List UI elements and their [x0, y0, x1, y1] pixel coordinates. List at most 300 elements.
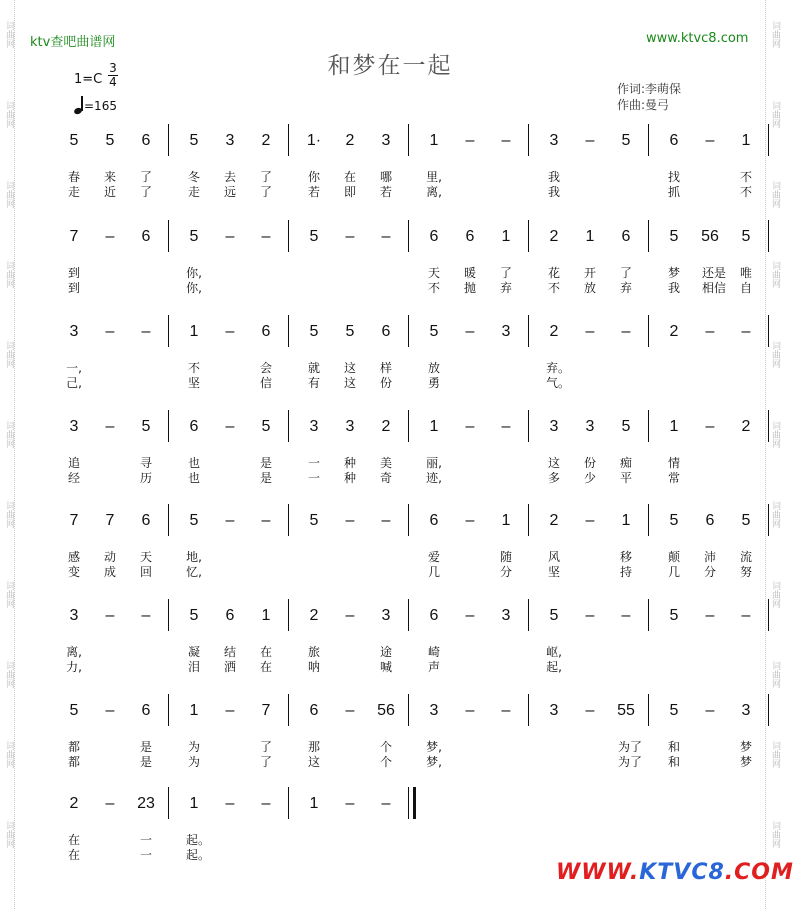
barline	[408, 410, 409, 442]
lyric-verse-2: 起。	[186, 848, 211, 862]
barline	[288, 599, 289, 631]
note: 5	[345, 323, 355, 340]
lyric-verse-1: 离,	[66, 645, 82, 659]
note: 1	[261, 607, 271, 624]
lyric-verse-1: 丽,	[426, 456, 442, 470]
note: –	[741, 323, 751, 340]
lyric-verse-2: 放	[583, 281, 596, 295]
barline	[408, 599, 409, 631]
time-signature: 3 4	[109, 61, 117, 89]
lyric-verse-2: 喊	[379, 660, 392, 674]
note: 5	[189, 228, 199, 245]
note: 5	[69, 132, 79, 149]
note: 1	[501, 512, 511, 529]
lyric-verse-2: 在	[67, 848, 80, 862]
lyric-verse-2: 信	[259, 376, 272, 390]
note: 5	[549, 607, 559, 624]
note: 2	[309, 607, 319, 624]
note: –	[741, 607, 751, 624]
lyric-verse-1: 我	[547, 170, 560, 184]
lyric-verse-2: 分	[703, 565, 716, 579]
barline	[168, 787, 169, 819]
note: 6	[429, 512, 439, 529]
lyric-verse-1: 天	[427, 266, 440, 280]
lyric-verse-2: 了	[139, 185, 152, 199]
side-watermark: 词曲网	[4, 500, 14, 528]
note: 2	[549, 512, 559, 529]
lyric-verse-2: 气。	[546, 376, 571, 390]
lyric-verse-2: 近	[103, 185, 116, 199]
note: 6	[621, 228, 631, 245]
lyric-verse-2: 泪	[187, 660, 200, 674]
barline	[288, 787, 289, 819]
note: –	[621, 323, 631, 340]
lyric-verse-1: 冬	[187, 170, 200, 184]
note: 1	[501, 228, 511, 245]
lyric-verse-2: 回	[139, 565, 152, 579]
note: 5	[261, 418, 271, 435]
lyric-verse-1: 了	[499, 266, 512, 280]
note: –	[105, 228, 115, 245]
lyric-verse-1: 来	[103, 170, 116, 184]
note: 7	[69, 228, 79, 245]
note: 6	[705, 512, 715, 529]
side-watermark: 词曲网	[4, 740, 14, 768]
note: 1	[429, 418, 439, 435]
note: 5	[429, 323, 439, 340]
lyric-verse-2: 梦,	[426, 755, 442, 769]
note: –	[501, 132, 511, 149]
lyric-verse-1: 梦	[667, 266, 680, 280]
lyric-verse-2: 抛	[463, 281, 476, 295]
lyric-verse-1: 你,	[186, 266, 202, 280]
lyric-verse-2: 你,	[186, 281, 202, 295]
barline	[288, 410, 289, 442]
note: 3	[549, 702, 559, 719]
lyric-verse-1: 找	[667, 170, 680, 184]
note: –	[381, 795, 391, 812]
note: –	[705, 702, 715, 719]
lyric-verse-2: 弃	[619, 281, 632, 295]
note: 1	[309, 795, 319, 812]
note: 3	[309, 418, 319, 435]
note: 5	[669, 607, 679, 624]
note: 1	[189, 795, 199, 812]
final-barline	[413, 787, 416, 819]
note: –	[225, 795, 235, 812]
lyric-verse-2: 份	[379, 376, 392, 390]
lyric-verse-2: 努	[739, 565, 752, 579]
lyric-verse-2: 走	[67, 185, 80, 199]
lyric-verse-1: 不	[187, 361, 200, 375]
side-watermark: 词曲网	[770, 180, 780, 208]
lyric-verse-2: 抓	[667, 185, 680, 199]
lyric-verse-1: 去	[223, 170, 236, 184]
note: 5	[189, 512, 199, 529]
barline	[528, 124, 529, 156]
lyric-verse-2: 勇	[427, 376, 440, 390]
lyric-verse-2: 到	[67, 281, 80, 295]
side-watermark: 词曲网	[4, 420, 14, 448]
barline	[408, 787, 409, 819]
lyric-verse-2: 种	[343, 471, 356, 485]
lyric-verse-2: 历	[139, 471, 152, 485]
note: –	[381, 512, 391, 529]
barline	[408, 504, 409, 536]
note: 6	[141, 228, 151, 245]
barline	[168, 124, 169, 156]
lyric-verse-1: 了	[259, 740, 272, 754]
note: –	[225, 228, 235, 245]
lyric-verse-2: 也	[187, 471, 200, 485]
note: –	[585, 702, 595, 719]
lyric-verse-1: 会	[259, 361, 272, 375]
note: 5	[741, 228, 751, 245]
note: 5	[141, 418, 151, 435]
side-watermark: 词曲网	[770, 100, 780, 128]
lyric-verse-2: 持	[619, 565, 632, 579]
lyric-verse-2: 若	[307, 185, 320, 199]
barline	[408, 694, 409, 726]
lyric-verse-1: 起。	[186, 833, 211, 847]
note: –	[585, 323, 595, 340]
barline	[528, 220, 529, 252]
lyric-verse-2: 都	[67, 755, 80, 769]
note: 5	[309, 228, 319, 245]
lyric-verse-1: 追	[67, 456, 80, 470]
lyric-verse-1: 这	[343, 361, 356, 375]
lyric-verse-1: 地,	[186, 550, 202, 564]
lyric-verse-1: 移	[619, 550, 632, 564]
lyric-verse-1: 凝	[187, 645, 200, 659]
side-watermark: 词曲网	[4, 820, 14, 848]
lyric-verse-2: 远	[223, 185, 236, 199]
barline	[648, 315, 649, 347]
lyric-verse-2: 和	[667, 755, 680, 769]
lyric-verse-1: 风	[547, 550, 560, 564]
lyric-verse-1: 动	[103, 550, 116, 564]
lyric-verse-1: 旅	[307, 645, 320, 659]
lyric-verse-2: 是	[139, 755, 152, 769]
note: 3	[225, 132, 235, 149]
lyric-verse-2: 经	[67, 471, 80, 485]
side-watermark: 词曲网	[4, 580, 14, 608]
side-watermark: 词曲网	[4, 660, 14, 688]
lyric-verse-2: 迹,	[426, 471, 442, 485]
barline	[648, 504, 649, 536]
lyric-verse-2: 为了	[618, 755, 643, 769]
note: 7	[69, 512, 79, 529]
barline	[648, 220, 649, 252]
barline	[168, 315, 169, 347]
lyric-verse-1: 在	[343, 170, 356, 184]
lyric-verse-2: 分	[499, 565, 512, 579]
note: 6	[381, 323, 391, 340]
lyric-verse-2: 走	[187, 185, 200, 199]
barline	[168, 694, 169, 726]
side-watermark: 词曲网	[770, 420, 780, 448]
lyric-verse-1: 崎	[427, 645, 440, 659]
side-watermark: 词曲网	[770, 820, 780, 848]
lyric-verse-1: 个	[379, 740, 392, 754]
note: 3	[429, 702, 439, 719]
barline	[648, 124, 649, 156]
note: 6	[669, 132, 679, 149]
lyric-verse-1: 不	[739, 170, 752, 184]
barline	[648, 694, 649, 726]
lyric-verse-1: 为	[187, 740, 200, 754]
note: 5	[621, 418, 631, 435]
note: –	[585, 512, 595, 529]
note: 2	[345, 132, 355, 149]
note: 2	[741, 418, 751, 435]
lyric-verse-2: 平	[619, 471, 632, 485]
note: 6	[141, 702, 151, 719]
lyric-verse-1: 在	[67, 833, 80, 847]
lyric-verse-1: 暖	[463, 266, 476, 280]
barline	[288, 315, 289, 347]
tempo-marking: =165	[74, 96, 117, 114]
note: –	[501, 418, 511, 435]
lyric-verse-2: 不	[427, 281, 440, 295]
note: –	[225, 702, 235, 719]
lyric-verse-1: 一	[139, 833, 152, 847]
lyric-verse-1: 颠	[667, 550, 680, 564]
side-watermark: 词曲网	[4, 260, 14, 288]
lyric-verse-2: 忆,	[186, 565, 202, 579]
note: 6	[141, 132, 151, 149]
barline	[528, 504, 529, 536]
lyricist-credit: 作词:李萌保	[617, 82, 682, 96]
side-watermark: 词曲网	[770, 580, 780, 608]
lyric-verse-2: 为	[187, 755, 200, 769]
note: 5	[669, 512, 679, 529]
note: –	[345, 607, 355, 624]
note: 6	[141, 512, 151, 529]
note: 1	[189, 323, 199, 340]
barline	[168, 504, 169, 536]
key-signature: 1=C	[74, 72, 103, 87]
lyric-verse-1: 结	[223, 645, 236, 659]
note: 3	[345, 418, 355, 435]
lyric-verse-2: 一	[307, 471, 320, 485]
note: –	[105, 418, 115, 435]
barline	[168, 599, 169, 631]
note: –	[225, 512, 235, 529]
lyric-verse-2: 成	[103, 565, 116, 579]
lyric-verse-2: 起,	[546, 660, 562, 674]
note: –	[105, 607, 115, 624]
side-watermark: 词曲网	[4, 20, 14, 48]
site-url-right[interactable]: www.ktvc8.com	[646, 31, 749, 46]
barline	[288, 124, 289, 156]
note: 1	[621, 512, 631, 529]
note: 3	[501, 323, 511, 340]
barline	[768, 220, 769, 252]
lyric-verse-1: 梦	[739, 740, 752, 754]
lyric-verse-1: 痴	[619, 456, 632, 470]
lyric-verse-2: 常	[667, 471, 680, 485]
lyric-verse-2: 己,	[66, 376, 82, 390]
note: 5	[189, 607, 199, 624]
note: –	[585, 607, 595, 624]
lyric-verse-1: 情	[667, 456, 680, 470]
note: 5	[669, 702, 679, 719]
note: 6	[309, 702, 319, 719]
lyric-verse-2: 梦	[739, 755, 752, 769]
note: 2	[549, 323, 559, 340]
lyric-verse-2: 自	[739, 281, 752, 295]
note: 55	[617, 702, 635, 719]
note: 1	[669, 418, 679, 435]
side-watermark: 词曲网	[4, 100, 14, 128]
lyric-verse-1: 了	[619, 266, 632, 280]
lyric-verse-2: 我	[547, 185, 560, 199]
note: 5	[69, 702, 79, 719]
note: 2	[381, 418, 391, 435]
lyric-verse-2: 是	[259, 471, 272, 485]
side-watermark: 词曲网	[4, 340, 14, 368]
lyric-verse-1: 到	[67, 266, 80, 280]
note: –	[705, 607, 715, 624]
note: 6	[429, 228, 439, 245]
lyric-verse-1: 天	[139, 550, 152, 564]
lyric-verse-2: 奇	[379, 471, 392, 485]
note: 5	[105, 132, 115, 149]
note: 6	[225, 607, 235, 624]
lyric-verse-1: 和	[667, 740, 680, 754]
lyric-verse-2: 声	[427, 660, 440, 674]
note: 5	[741, 512, 751, 529]
barline	[168, 410, 169, 442]
lyric-verse-2: 弃	[499, 281, 512, 295]
lyric-verse-2: 多	[547, 471, 560, 485]
note: –	[465, 702, 475, 719]
note: –	[345, 512, 355, 529]
note: 2	[261, 132, 271, 149]
note: –	[465, 418, 475, 435]
note: –	[381, 228, 391, 245]
side-watermark: 词曲网	[770, 20, 780, 48]
lyric-verse-1: 种	[343, 456, 356, 470]
side-watermark: 词曲网	[770, 660, 780, 688]
note: –	[141, 323, 151, 340]
note: –	[105, 323, 115, 340]
lyric-verse-2: 这	[307, 755, 320, 769]
quarter-note-icon	[74, 96, 84, 114]
note: 1	[189, 702, 199, 719]
lyric-verse-1: 随	[499, 550, 512, 564]
lyric-verse-1: 唯	[739, 266, 752, 280]
site-name-left[interactable]: ktv查吧曲谱网	[30, 35, 116, 50]
lyric-verse-2: 即	[343, 185, 356, 199]
lyric-verse-1: 为了	[618, 740, 643, 754]
note: –	[345, 702, 355, 719]
note: 2	[549, 228, 559, 245]
lyric-verse-1: 是	[259, 456, 272, 470]
lyric-verse-1: 春	[67, 170, 80, 184]
lyric-verse-1: 放	[427, 361, 440, 375]
lyric-verse-2: 几	[667, 565, 680, 579]
lyric-verse-2: 在	[259, 660, 272, 674]
barline	[408, 315, 409, 347]
song-title: 和梦在一起	[327, 53, 453, 79]
note: 23	[137, 795, 155, 812]
lyric-verse-1: 还是	[702, 266, 727, 280]
note: 1	[585, 228, 595, 245]
note: –	[465, 323, 475, 340]
lyric-verse-1: 是	[139, 740, 152, 754]
lyric-verse-1: 也	[187, 456, 200, 470]
lyric-verse-1: 那	[307, 740, 320, 754]
note: –	[141, 607, 151, 624]
note: –	[465, 607, 475, 624]
note: 3	[69, 323, 79, 340]
note: 3	[741, 702, 751, 719]
note: –	[261, 795, 271, 812]
note: 6	[465, 228, 475, 245]
note: –	[465, 512, 475, 529]
lyric-verse-2: 变	[67, 565, 80, 579]
lyric-verse-1: 里,	[426, 170, 442, 184]
note: 56	[377, 702, 395, 719]
lyric-verse-2: 了	[259, 755, 272, 769]
barline	[528, 599, 529, 631]
lyric-verse-1: 这	[547, 456, 560, 470]
lyric-verse-2: 几	[427, 565, 440, 579]
lyric-verse-2: 了	[259, 185, 272, 199]
lyric-verse-1: 开	[583, 266, 596, 280]
side-watermark: 词曲网	[770, 500, 780, 528]
lyric-verse-1: 岖,	[546, 645, 562, 659]
note: 1	[429, 132, 439, 149]
lyric-verse-1: 流	[739, 550, 752, 564]
note: 7	[261, 702, 271, 719]
note: 2	[669, 323, 679, 340]
lyric-verse-1: 样	[379, 361, 392, 375]
note: 3	[501, 607, 511, 624]
lyric-verse-1: 你	[307, 170, 320, 184]
note: 5	[309, 323, 319, 340]
note: –	[501, 702, 511, 719]
note: –	[345, 795, 355, 812]
note: 2	[69, 795, 79, 812]
lyric-verse-1: 份	[583, 456, 596, 470]
lyric-verse-2: 离,	[426, 185, 442, 199]
composer-credit: 作曲:曼弓	[617, 98, 670, 112]
note: –	[261, 228, 271, 245]
note: 1	[741, 132, 751, 149]
lyric-verse-1: 一	[307, 456, 320, 470]
note: 5	[189, 132, 199, 149]
lyric-verse-2: 少	[583, 471, 596, 485]
barline	[528, 410, 529, 442]
lyric-verse-2: 我	[667, 281, 680, 295]
lyric-verse-2: 一	[139, 848, 152, 862]
lyric-verse-2: 有	[307, 376, 320, 390]
lyric-verse-1: 沛	[703, 550, 716, 564]
note: –	[105, 702, 115, 719]
lyric-verse-2: 相信	[702, 281, 727, 295]
lyric-verse-1: 美	[379, 456, 392, 470]
barline	[408, 220, 409, 252]
lyric-verse-1: 途	[379, 645, 392, 659]
note: 3	[69, 607, 79, 624]
note: –	[225, 323, 235, 340]
lyric-verse-1: 都	[67, 740, 80, 754]
barline	[288, 220, 289, 252]
barline	[408, 124, 409, 156]
